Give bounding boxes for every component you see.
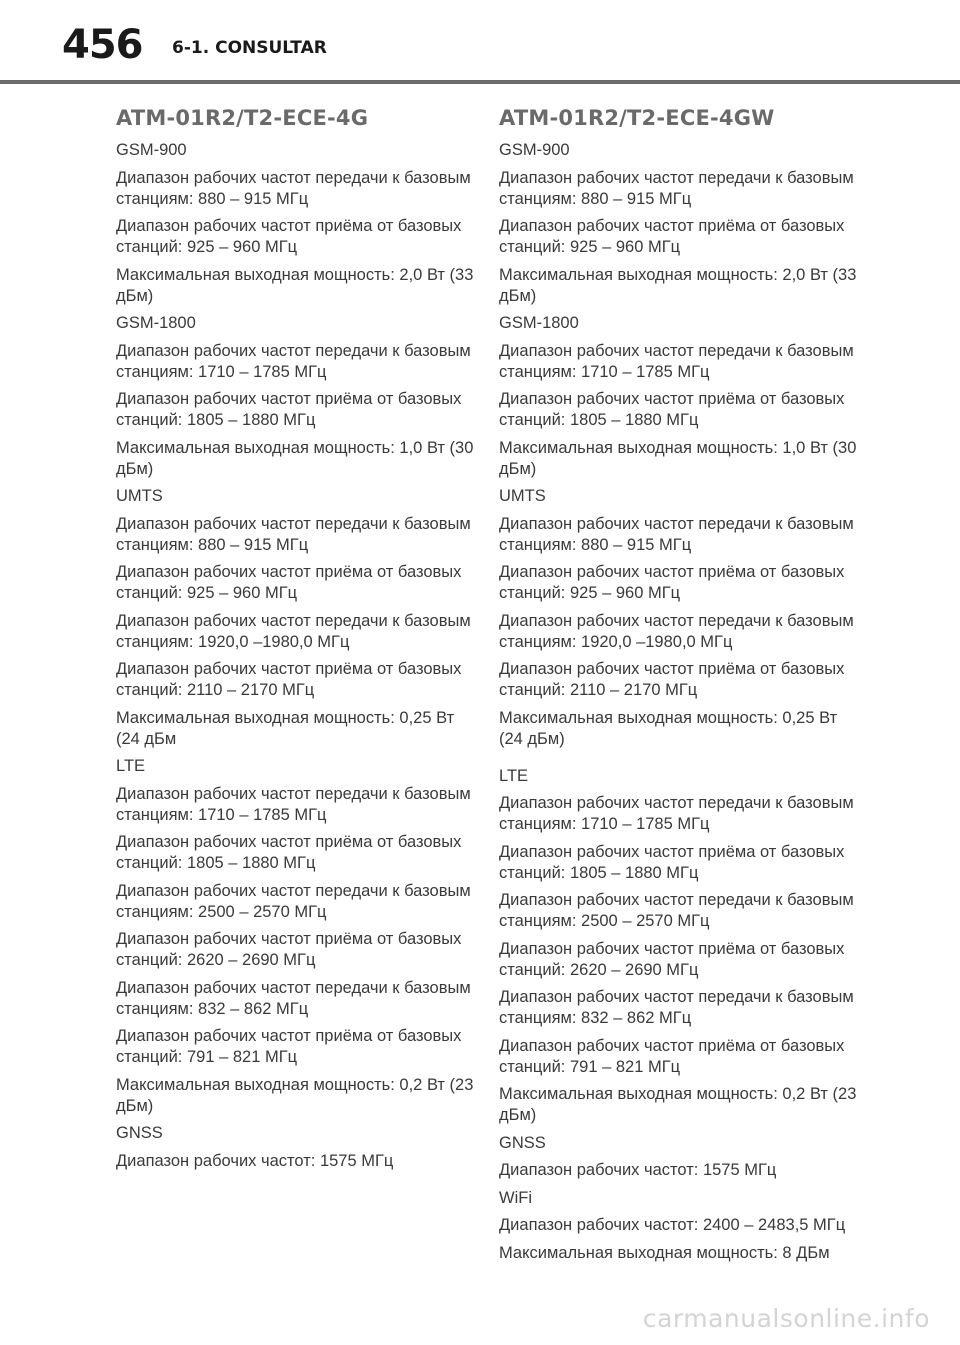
spec-line: Диапазон рабочих частот: 1575 МГц — [116, 1151, 394, 1170]
spec-line: Диапазон рабочих частот приёма от базовых станций: 925 – 960 МГц — [499, 217, 845, 256]
band-heading: GNSS — [116, 1124, 163, 1142]
spec-line: Диапазон рабочих частот: 2400 – 2483,5 МГц — [499, 1216, 846, 1234]
spec-line: Диапазон рабочих частот приёма от базовых станций: 2110 – 2170 МГц — [499, 660, 845, 699]
band-heading: LTE — [499, 766, 529, 785]
spec-line: Максимальная выходная мощность: 1,0 Вт (30 дБм) — [116, 438, 474, 478]
band-heading: GNSS — [499, 1133, 546, 1152]
spec-line: Максимальная выходная мощность: 2,0 Вт (33 дБм) — [499, 265, 857, 305]
band-heading: GSM-1800 — [499, 314, 579, 332]
spec-line: Максимальная выходная мощность: 0,25 Вт (24 дБм — [116, 708, 455, 748]
band-heading: GSM-900 — [499, 141, 570, 159]
spec-line: Диапазон рабочих частот передачи к базовым станциям: 832 – 862 МГц — [499, 988, 854, 1027]
spec-line: Диапазон рабочих частот передачи к базовым станциям: 2500 – 2570 МГц — [499, 891, 854, 930]
spec-line: Максимальная выходная мощность: 0,25 Вт (24 дБм) — [499, 708, 838, 748]
spec-line: Диапазон рабочих частот: 1575 МГц — [499, 1161, 777, 1179]
spec-line: Максимальная выходная мощность: 2,0 Вт (33 дБм) — [116, 265, 474, 305]
spec-line: Диапазон рабочих частот передачи к базовым станциям: 880 – 915 МГц — [116, 168, 471, 208]
right-column — [499, 100, 859, 1270]
spec-line: Максимальная выходная мощность: 0,2 Вт (23 дБм) — [499, 1085, 857, 1124]
band-heading: WiFi — [499, 1188, 532, 1207]
spec-line: Диапазон рабочих частот приёма от базовых станций: 1805 – 1880 МГц — [116, 390, 462, 429]
spec-line: Диапазон рабочих частот приёма от базовых станций: 1805 – 1880 МГц — [116, 833, 462, 872]
spec-line: Максимальная выходная мощность: 1,0 Вт (30 дБм) — [499, 438, 857, 478]
spec-line: Диапазон рабочих частот приёма от базовых станций: 2110 – 2170 МГц — [116, 660, 462, 699]
spec-line: Диапазон рабочих частот приёма от базовых станций: 1805 – 1880 МГц — [499, 842, 845, 882]
page-number: 456 — [62, 22, 143, 68]
spec-line: Диапазон рабочих частот передачи к базовым станциям: 1920,0 –1980,0 МГц — [116, 611, 471, 651]
spec-line: Диапазон рабочих частот приёма от базовых станций: 2620 – 2690 МГц — [116, 930, 462, 969]
band-heading: GSM-900 — [116, 141, 187, 159]
spec-line: Диапазон рабочих частот передачи к базовым станциям: 880 – 915 МГц — [499, 514, 854, 554]
spec-line: Диапазон рабочих частот передачи к базовым станциям: 1920,0 –1980,0 МГц — [499, 611, 854, 651]
spec-line: Диапазон рабочих частот приёма от базовых станций: 2620 – 2690 МГц — [499, 939, 845, 979]
band-heading: LTE — [116, 757, 146, 775]
spec-line: Диапазон рабочих частот приёма от базовых станций: 791 – 821 МГц — [116, 1027, 462, 1066]
spec-line: Диапазон рабочих частот приёма от базовых станций: 791 – 821 МГц — [499, 1036, 845, 1076]
spec-line: Диапазон рабочих частот передачи к базовым станциям: 880 – 915 МГц — [116, 514, 471, 554]
page-header — [0, 0, 960, 84]
spec-line: Диапазон рабочих частот передачи к базовым станциям: 832 – 862 МГц — [116, 978, 471, 1018]
watermark: carmanualsonline.info — [642, 1304, 930, 1333]
spec-line: Диапазон рабочих частот передачи к базовым станциям: 2500 – 2570 МГц — [116, 881, 471, 921]
band-heading: UMTS — [116, 487, 163, 505]
left-column — [116, 100, 476, 1178]
spec-line: Диапазон рабочих частот передачи к базовым станциям: 1710 – 1785 МГц — [116, 784, 471, 824]
spec-line: Максимальная выходная мощность: 0,2 Вт (23 дБм) — [116, 1075, 474, 1115]
spec-line: Максимальная выходная мощность: 8 ДБм — [499, 1243, 830, 1262]
spec-line: Диапазон рабочих частот приёма от базовых станций: 1805 – 1880 МГц — [499, 390, 845, 429]
band-heading: GSM-1800 — [116, 314, 196, 332]
model-title-4gw: ATM-01R2/T2-ECE-4GW — [499, 106, 775, 130]
spec-line: Диапазон рабочих частот приёма от базовых станций: 925 – 960 МГц — [116, 563, 462, 602]
spec-line: Диапазон рабочих частот приёма от базовых станций: 925 – 960 МГц — [116, 217, 462, 256]
spec-line: Диапазон рабочих частот передачи к базовым станциям: 1710 – 1785 МГц — [499, 341, 854, 381]
band-heading: UMTS — [499, 487, 546, 505]
spec-line: Диапазон рабочих частот передачи к базовым станциям: 1710 – 1785 МГц — [116, 341, 471, 381]
spec-line: Диапазон рабочих частот передачи к базовым станциям: 1710 – 1785 МГц — [499, 794, 854, 833]
spec-line: Диапазон рабочих частот приёма от базовых станций: 925 – 960 МГц — [499, 563, 845, 602]
spec-line: Диапазон рабочих частот передачи к базовым станциям: 880 – 915 МГц — [499, 168, 854, 208]
model-title-4g: ATM-01R2/T2-ECE-4G — [116, 106, 369, 130]
chapter-title: 6-1. CONSULTAR — [172, 38, 327, 58]
